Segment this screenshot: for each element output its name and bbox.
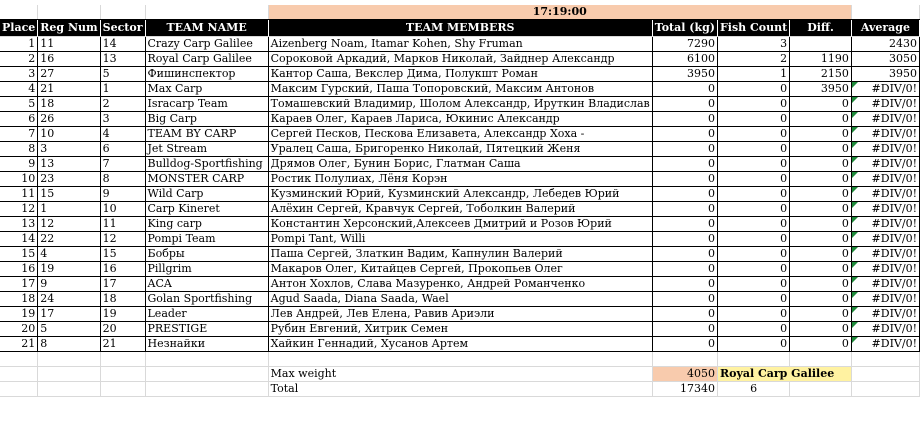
cell-total[interactable]: 0	[652, 292, 717, 307]
cell[interactable]	[790, 352, 852, 367]
cell-avg[interactable]: #DIV/0!	[851, 307, 919, 322]
cell-sector[interactable]: 4	[100, 127, 145, 142]
cell-total[interactable]: 0	[652, 217, 717, 232]
cell-reg[interactable]: 16	[38, 52, 100, 67]
cell-fish[interactable]: 0	[717, 277, 789, 292]
cell-reg[interactable]: 11	[38, 37, 100, 52]
cell[interactable]	[145, 352, 268, 367]
header-total[interactable]: Total (kg)	[652, 20, 717, 37]
cell-place[interactable]: 14	[0, 232, 38, 247]
cell-avg[interactable]: #DIV/0!	[851, 97, 919, 112]
cell-fish[interactable]: 0	[717, 172, 789, 187]
cell-avg[interactable]: #DIV/0!	[851, 247, 919, 262]
cell[interactable]	[145, 382, 268, 397]
cell-avg[interactable]: 3050	[851, 52, 919, 67]
cell[interactable]	[38, 382, 100, 397]
cell-members[interactable]: Ростик Полулиах, Лёня Корэн	[268, 172, 652, 187]
cell-diff[interactable]: 0	[790, 112, 852, 127]
header-average[interactable]: Average	[851, 20, 919, 37]
cell-team[interactable]: ACA	[145, 277, 268, 292]
cell-members[interactable]: Макаров Олег, Китайцев Сергей, Прокопьев Олег	[268, 262, 652, 277]
cell-diff[interactable]: 0	[790, 322, 852, 337]
cell[interactable]	[0, 5, 38, 20]
cell-diff[interactable]: 0	[790, 262, 852, 277]
cell-reg[interactable]: 13	[38, 157, 100, 172]
cell-sector[interactable]: 9	[100, 187, 145, 202]
cell-reg[interactable]: 8	[38, 337, 100, 352]
cell-diff[interactable]: 0	[790, 142, 852, 157]
table-row	[0, 172, 920, 187]
header-team-name[interactable]: TEAM NAME	[145, 20, 268, 37]
cell[interactable]	[100, 352, 145, 367]
cell-members[interactable]: Уралец Саша, Бригоренко Николай, Пятецкий Женя	[268, 142, 652, 157]
cell-members[interactable]: Максим Гурский, Паша Топоровский, Максим Антонов	[268, 82, 652, 97]
cell-total[interactable]: 0	[652, 262, 717, 277]
table-row	[0, 82, 920, 97]
cell-diff[interactable]: 3950	[790, 82, 852, 97]
cell-avg[interactable]: #DIV/0!	[851, 337, 919, 352]
cell-team[interactable]: PRESTIGE	[145, 322, 268, 337]
cell-fish[interactable]: 0	[717, 217, 789, 232]
cell-place[interactable]: 5	[0, 97, 38, 112]
cell[interactable]	[851, 382, 919, 397]
cell-fish[interactable]: 0	[717, 142, 789, 157]
cell-place[interactable]: 16	[0, 262, 38, 277]
table-row	[0, 277, 920, 292]
cell-fish[interactable]: 0	[717, 292, 789, 307]
header-team-members[interactable]: TEAM MEMBERS	[268, 20, 652, 37]
cell-fish[interactable]: 0	[717, 337, 789, 352]
table-row	[0, 322, 920, 337]
table-row	[0, 67, 920, 82]
cell-avg[interactable]: #DIV/0!	[851, 322, 919, 337]
max-weight-row	[0, 367, 920, 382]
cell-sector[interactable]: 5	[100, 67, 145, 82]
cell-total[interactable]: 0	[652, 307, 717, 322]
cell[interactable]	[38, 5, 100, 20]
cell-avg[interactable]: #DIV/0!	[851, 157, 919, 172]
cell-total[interactable]: 0	[652, 337, 717, 352]
cell-reg[interactable]: 5	[38, 322, 100, 337]
cell-avg[interactable]: #DIV/0!	[851, 187, 919, 202]
cell-reg[interactable]: 4	[38, 247, 100, 262]
cell-reg[interactable]: 9	[38, 277, 100, 292]
cell-members[interactable]: Паша Сергей, Златкин Вадим, Капнулин Валерий	[268, 247, 652, 262]
cell-sector[interactable]: 13	[100, 52, 145, 67]
total-row-value[interactable]: 17340	[652, 382, 717, 397]
cell-place[interactable]: 17	[0, 277, 38, 292]
cell-reg[interactable]: 17	[38, 307, 100, 322]
cell-place[interactable]: 15	[0, 247, 38, 262]
cell-total[interactable]: 0	[652, 187, 717, 202]
cell-reg[interactable]: 23	[38, 172, 100, 187]
cell-team[interactable]: Фишинспектор	[145, 67, 268, 82]
cell-total[interactable]: 0	[652, 202, 717, 217]
cell-members[interactable]: Константин Херсонский,Алексеев Дмитрий и Розов Юрий	[268, 217, 652, 232]
max-weight-row-extra[interactable]: Royal Carp Galilee	[717, 367, 851, 382]
cell-members[interactable]: Кузминский Юрий, Кузминский Александр, Лебедев Юрий	[268, 187, 652, 202]
cell-diff[interactable]: 2150	[790, 67, 852, 82]
cell-team[interactable]: Crazy Carp Galilee	[145, 37, 268, 52]
table-row	[0, 292, 920, 307]
header-sector[interactable]: Sector	[100, 20, 145, 37]
cell-team[interactable]: Big Carp	[145, 112, 268, 127]
cell-sector[interactable]: 15	[100, 247, 145, 262]
cell-diff[interactable]: 0	[790, 202, 852, 217]
cell[interactable]	[100, 382, 145, 397]
cell-sector[interactable]: 8	[100, 172, 145, 187]
cell-sector[interactable]: 19	[100, 307, 145, 322]
cell-reg[interactable]: 22	[38, 232, 100, 247]
cell-total[interactable]: 0	[652, 172, 717, 187]
cell-fish[interactable]: 0	[717, 247, 789, 262]
table-row	[0, 202, 920, 217]
cell[interactable]	[100, 5, 145, 20]
table-row	[0, 307, 920, 322]
cell-place[interactable]: 10	[0, 172, 38, 187]
cell[interactable]	[851, 352, 919, 367]
cell-place[interactable]: 21	[0, 337, 38, 352]
cell-members[interactable]: Лев Андрей, Лев Елена, Равив Ариэли	[268, 307, 652, 322]
cell-place[interactable]: 8	[0, 142, 38, 157]
cell-sector[interactable]: 6	[100, 142, 145, 157]
cell-reg[interactable]: 1	[38, 202, 100, 217]
cell[interactable]	[145, 5, 268, 20]
total-row-extra[interactable]: 6	[717, 382, 789, 397]
cell-place[interactable]: 12	[0, 202, 38, 217]
cell-diff[interactable]: 0	[790, 307, 852, 322]
cell-avg[interactable]: #DIV/0!	[851, 142, 919, 157]
cell-fish[interactable]: 0	[717, 97, 789, 112]
table-row	[0, 37, 920, 52]
cell-diff[interactable]: 0	[790, 232, 852, 247]
cell-diff[interactable]: 0	[790, 217, 852, 232]
cell-place[interactable]: 7	[0, 127, 38, 142]
cell-team[interactable]: Max Carp	[145, 82, 268, 97]
cell-avg[interactable]: #DIV/0!	[851, 292, 919, 307]
cell-fish[interactable]: 0	[717, 82, 789, 97]
table-row	[0, 112, 920, 127]
cell-fish[interactable]: 0	[717, 157, 789, 172]
cell-total[interactable]: 0	[652, 112, 717, 127]
cell-diff[interactable]: 0	[790, 97, 852, 112]
cell-total[interactable]: 7290	[652, 37, 717, 52]
table-row	[0, 142, 920, 157]
cell[interactable]	[851, 5, 919, 20]
cell-team[interactable]: Pompi Team	[145, 232, 268, 247]
cell[interactable]	[851, 367, 919, 382]
cell-sector[interactable]: 10	[100, 202, 145, 217]
cell-sector[interactable]: 16	[100, 262, 145, 277]
total-row-label[interactable]: Total	[268, 382, 652, 397]
cell-total[interactable]: 0	[652, 232, 717, 247]
cell-team[interactable]: King carp	[145, 217, 268, 232]
max-weight-row-label[interactable]: Max weight	[268, 367, 652, 382]
cell-diff[interactable]: 0	[790, 277, 852, 292]
cell-reg[interactable]: 26	[38, 112, 100, 127]
cell-members[interactable]: Aizenberg Noam, Itamar Kohen, Shy Fruman	[268, 37, 652, 52]
cell-diff[interactable]: 0	[790, 127, 852, 142]
cell-diff[interactable]: 0	[790, 157, 852, 172]
cell-members[interactable]: Pompi Tant, Willi	[268, 232, 652, 247]
cell-avg[interactable]: #DIV/0!	[851, 217, 919, 232]
empty-row	[0, 352, 920, 367]
max-weight-row-value[interactable]: 4050	[652, 367, 717, 382]
cell-reg[interactable]: 10	[38, 127, 100, 142]
cell-reg[interactable]: 12	[38, 217, 100, 232]
cell-team[interactable]: Royal Carp Galilee	[145, 52, 268, 67]
cell-fish[interactable]: 0	[717, 262, 789, 277]
cell-team[interactable]: Незнайки	[145, 337, 268, 352]
cell-team[interactable]: Бобры	[145, 247, 268, 262]
cell-total[interactable]: 0	[652, 277, 717, 292]
cell-reg[interactable]: 18	[38, 97, 100, 112]
cell-fish[interactable]: 0	[717, 232, 789, 247]
cell-members[interactable]: Хайкин Геннадий, Хусанов Артем	[268, 337, 652, 352]
cell-members[interactable]: Томашевский Владимир, Шолом Александр, Ируткин Владислав	[268, 97, 652, 112]
table-row	[0, 187, 920, 202]
cell-reg[interactable]: 21	[38, 82, 100, 97]
cell-reg[interactable]: 19	[38, 262, 100, 277]
cell-fish[interactable]: 0	[717, 322, 789, 337]
total-row	[0, 382, 920, 397]
header-diff[interactable]: Diff.	[790, 20, 852, 37]
cell-members[interactable]: Сергей Песков, Пескова Елизавета, Александр Хоха -	[268, 127, 652, 142]
cell-fish[interactable]: 2	[717, 52, 789, 67]
cell-members[interactable]: Алёхин Сергей, Кравчук Сергей, Тоболкин Валерий	[268, 202, 652, 217]
cell[interactable]	[268, 352, 652, 367]
cell[interactable]	[0, 382, 38, 397]
cell-team[interactable]: Pillgrim	[145, 262, 268, 277]
cell-place[interactable]: 13	[0, 217, 38, 232]
cell-avg[interactable]: #DIV/0!	[851, 202, 919, 217]
header-place[interactable]: Place	[0, 20, 38, 37]
cell-fish[interactable]: 1	[717, 67, 789, 82]
cell-sector[interactable]: 17	[100, 277, 145, 292]
cell-sector[interactable]: 1	[100, 82, 145, 97]
cell-sector[interactable]: 7	[100, 157, 145, 172]
cell-place[interactable]: 20	[0, 322, 38, 337]
cell[interactable]	[717, 352, 789, 367]
cell-place[interactable]: 3	[0, 67, 38, 82]
table-row	[0, 232, 920, 247]
results-table	[0, 5, 920, 397]
cell-sector[interactable]: 11	[100, 217, 145, 232]
cell-members[interactable]: Дрямов Олег, Бунин Борис, Глатман Саша	[268, 157, 652, 172]
cell-total[interactable]: 0	[652, 97, 717, 112]
cell-team[interactable]: Leader	[145, 307, 268, 322]
cell-reg[interactable]: 15	[38, 187, 100, 202]
cell-sector[interactable]: 2	[100, 97, 145, 112]
cell-sector[interactable]: 20	[100, 322, 145, 337]
cell[interactable]	[652, 352, 717, 367]
cell-members[interactable]: Караев Олег, Караев Лариса, Юкинис Александр	[268, 112, 652, 127]
cell[interactable]	[790, 382, 852, 397]
cell-place[interactable]: 19	[0, 307, 38, 322]
cell-total[interactable]: 6100	[652, 52, 717, 67]
cell-fish[interactable]: 0	[717, 127, 789, 142]
cell-reg[interactable]: 3	[38, 142, 100, 157]
table-row	[0, 127, 920, 142]
cell-reg[interactable]: 24	[38, 292, 100, 307]
cell-avg[interactable]: #DIV/0!	[851, 262, 919, 277]
cell-team[interactable]: Jet Stream	[145, 142, 268, 157]
cell-avg[interactable]: #DIV/0!	[851, 172, 919, 187]
cell-avg[interactable]: #DIV/0!	[851, 232, 919, 247]
table-row	[0, 157, 920, 172]
cell-avg[interactable]: #DIV/0!	[851, 127, 919, 142]
cell-team[interactable]: MONSTER CARP	[145, 172, 268, 187]
cell-team[interactable]: Wild Carp	[145, 187, 268, 202]
cell-total[interactable]: 0	[652, 142, 717, 157]
cell-place[interactable]: 2	[0, 52, 38, 67]
cell-total[interactable]: 0	[652, 127, 717, 142]
table-row	[0, 217, 920, 232]
cell-avg[interactable]: 3950	[851, 67, 919, 82]
cell-sector[interactable]: 12	[100, 232, 145, 247]
table-row	[0, 247, 920, 262]
cell-members[interactable]: Рубин Евгений, Хитрик Семен	[268, 322, 652, 337]
cell-team[interactable]: Bulldog-Sportfishing	[145, 157, 268, 172]
cell-fish[interactable]: 0	[717, 307, 789, 322]
cell-sector[interactable]: 21	[100, 337, 145, 352]
cell[interactable]	[38, 352, 100, 367]
cell-team[interactable]: Isracarp Team	[145, 97, 268, 112]
cell-place[interactable]: 9	[0, 157, 38, 172]
cell-diff[interactable]: 0	[790, 247, 852, 262]
cell-place[interactable]: 4	[0, 82, 38, 97]
cell-team[interactable]: TEAM BY CARP	[145, 127, 268, 142]
cell-fish[interactable]: 0	[717, 112, 789, 127]
cell-avg[interactable]: #DIV/0!	[851, 277, 919, 292]
table-row	[0, 337, 920, 352]
cell-place[interactable]: 1	[0, 37, 38, 52]
cell[interactable]	[100, 367, 145, 382]
cell-place[interactable]: 11	[0, 187, 38, 202]
cell-fish[interactable]: 3	[717, 37, 789, 52]
table-row	[0, 52, 920, 67]
cell-avg[interactable]: #DIV/0!	[851, 112, 919, 127]
cell[interactable]	[38, 367, 100, 382]
cell[interactable]	[0, 367, 38, 382]
cell-place[interactable]: 6	[0, 112, 38, 127]
table-row	[0, 262, 920, 277]
cell-diff[interactable]: 0	[790, 187, 852, 202]
cell-total[interactable]: 0	[652, 247, 717, 262]
cell-sector[interactable]: 18	[100, 292, 145, 307]
cell[interactable]	[145, 367, 268, 382]
cell-fish[interactable]: 0	[717, 187, 789, 202]
cell-members[interactable]: Agud Saada, Diana Saada, Wael	[268, 292, 652, 307]
header-reg-num[interactable]: Reg Num	[38, 20, 100, 37]
cell[interactable]	[0, 352, 38, 367]
cell-team[interactable]: Carp Kineret	[145, 202, 268, 217]
cell-sector[interactable]: 14	[100, 37, 145, 52]
cell-diff[interactable]: 0	[790, 172, 852, 187]
cell-place[interactable]: 18	[0, 292, 38, 307]
cell-total[interactable]: 0	[652, 82, 717, 97]
cell-avg[interactable]: #DIV/0!	[851, 82, 919, 97]
header-fish-count[interactable]: Fish Count	[717, 20, 789, 37]
timer-cell[interactable]: 17:19:00	[268, 5, 851, 20]
cell-members[interactable]: Антон Хохлов, Слава Мазуренко, Андрей Романченко	[268, 277, 652, 292]
cell-members[interactable]: Сороковой Аркадий, Марков Николай, Зайднер Александр	[268, 52, 652, 67]
cell-sector[interactable]: 3	[100, 112, 145, 127]
cell-reg[interactable]: 27	[38, 67, 100, 82]
cell-total[interactable]: 0	[652, 157, 717, 172]
cell-diff[interactable]	[790, 37, 852, 52]
cell-members[interactable]: Кантор Саша, Векслер Дима, Полукшт Роман	[268, 67, 652, 82]
cell-avg[interactable]: 2430	[851, 37, 919, 52]
cell-total[interactable]: 0	[652, 322, 717, 337]
cell-fish[interactable]: 0	[717, 202, 789, 217]
cell-total[interactable]: 3950	[652, 67, 717, 82]
cell-diff[interactable]: 0	[790, 337, 852, 352]
cell-team[interactable]: Golan Sportfishing	[145, 292, 268, 307]
cell-diff[interactable]: 1190	[790, 52, 852, 67]
cell-diff[interactable]: 0	[790, 292, 852, 307]
header-row	[0, 20, 920, 37]
table-row	[0, 97, 920, 112]
